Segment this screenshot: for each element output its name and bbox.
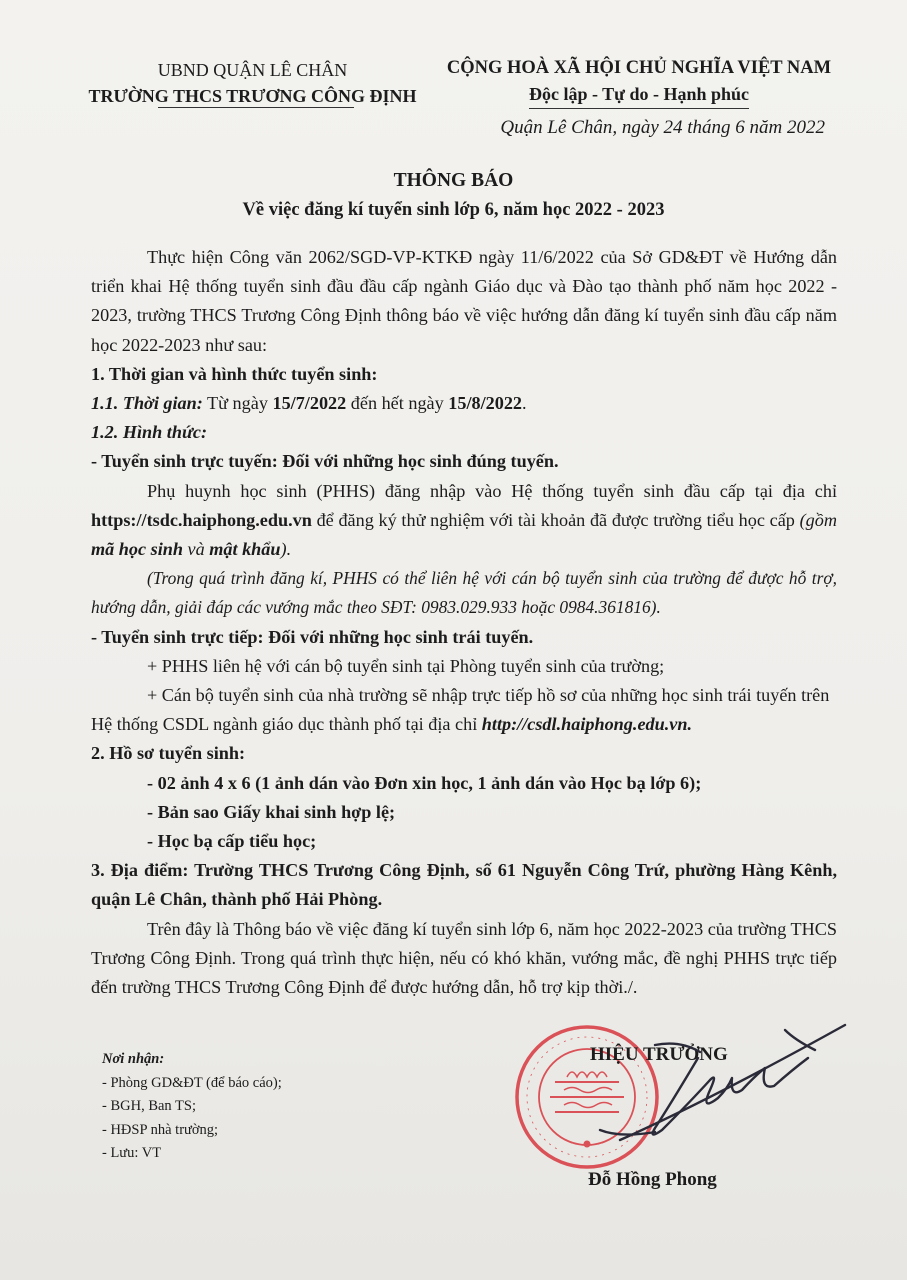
end-date: 15/8/2022 [448, 393, 523, 414]
password-text: mật khẩu [209, 539, 281, 560]
direct-heading: - Tuyển sinh trực tiếp: Đối với những học sinh trái tuyến. [91, 626, 534, 647]
recipient-item: - HĐSP nhà trường; [102, 1121, 219, 1138]
section-1-1 [91, 389, 837, 418]
section-2-heading: 2. Hồ sơ tuyển sinh: [91, 743, 246, 764]
section-1-2-label: 1.2. Hình thức: [91, 422, 207, 443]
document-body [91, 243, 837, 1002]
handwritten-signature-icon [560, 1020, 850, 1170]
recipient-item: - Phòng GD&ĐT (để báo cáo); [102, 1074, 282, 1091]
national-header [430, 55, 848, 109]
document-subtitle: Về việc đăng kí tuyển sinh lớp 6, năm học 2022 - 2023 [242, 200, 665, 220]
issuer-header [80, 58, 425, 109]
signer-title: HIỆU TRƯỞNG [590, 1044, 728, 1065]
section-1-1-label: 1.1. Thời gian: [91, 393, 203, 414]
student-code-text: mã học sinh [91, 539, 183, 560]
online-text-1: Phụ huynh học sinh (PHHS) đăng nhập vào Hệ thống tuyển sinh đầu cấp tại địa chỉ [147, 480, 837, 501]
online-note: (Trong quá trình đăng kí, PHHS có thể liên hệ với cán bộ tuyển sinh của trường để được hỗ trợ, hướng dẫn, giải đáp các vướng mắc theo SĐT: 0983.029.933 hoặc 0984.361816). [91, 568, 837, 618]
recipients-block [102, 1048, 282, 1166]
start-date: 15/7/2022 [272, 393, 347, 414]
direct-bullet-1: + PHHS liên hệ với cán bộ tuyển sinh tại Phòng tuyển sinh của trường; [147, 655, 665, 676]
dossier-item: - Bản sao Giấy khai sinh hợp lệ; [147, 801, 396, 822]
section-1-heading: 1. Thời gian và hình thức tuyển sinh: [91, 363, 378, 384]
issue-date: Quận Lê Chân, ngày 24 tháng 6 năm 2022 [500, 117, 825, 138]
section-3-location: 3. Địa điểm: Trường THCS Trương Công Định, số 61 Nguyễn Công Trứ, phường Hàng Kênh, quận Lê Chân, thành phố Hải Phòng. [91, 860, 837, 910]
online-text-2: để đăng ký thử nghiệm với tài khoản đã được trường tiểu học cấp [311, 509, 800, 530]
issuer-school: TRƯỜNG THCS TRƯƠNG CÔNG ĐỊNH [88, 86, 417, 106]
online-heading: - Tuyển sinh trực tuyến: Đối với những học sinh đúng tuyến. [91, 451, 559, 472]
online-text-4: và [182, 539, 210, 560]
issuer-authority: UBND QUẬN LÊ CHÂN [157, 60, 348, 80]
online-text-3: (gồm [799, 509, 837, 530]
national-motto: Độc lập - Tự do - Hạnh phúc [529, 81, 749, 109]
intro-paragraph: Thực hiện Công văn 2062/SGD-VP-KTKĐ ngày 11/6/2022 của Sở GD&ĐT về Hướng dẫn triển khai Hệ thống tuyển sinh đầu đầu cấp ngành Giáo dục và Đào tạo thành phố năm học 2022 - 2023, trường THCS Trương Công Định thông báo về việc hướng dẫn đăng kí tuyển sinh đầu cấp năm học 2022-2023 như sau: [91, 247, 837, 355]
section-1-1-end: . [522, 393, 527, 414]
dossier-item: - Học bạ cấp tiểu học; [147, 831, 317, 852]
dossier-item: - 02 ảnh 4 x 6 (1 ảnh dán vào Đơn xin học, 1 ảnh dán vào Học bạ lớp 6); [147, 772, 702, 793]
issuer-underline [158, 107, 354, 108]
online-text-5: ). [280, 539, 292, 560]
section-1-1-text: Từ ngày [202, 393, 273, 414]
online-paragraph [91, 477, 837, 565]
direct-bullet-2 [91, 681, 837, 739]
recipient-item: - Lưu: VT [102, 1145, 162, 1161]
national-title: CỘNG HOÀ XÃ HỘI CHỦ NGHĨA VIỆT NAM [446, 58, 832, 78]
direct-bullet-2-text: + Cán bộ tuyển sinh của nhà trường sẽ nhập trực tiếp hồ sơ của những học sinh trái tuyến trên Hệ thống CSDL ngành giáo dục thành phố tại địa chỉ [91, 685, 830, 735]
online-url-link[interactable]: https://tsdc.haiphong.edu.vn [91, 509, 312, 530]
document-title: THÔNG BÁO [393, 170, 514, 191]
recipient-item: - BGH, Ban TS; [102, 1098, 196, 1114]
section-1-1-text-2: đến hết ngày [346, 393, 449, 414]
recipients-heading: Nơi nhận: [102, 1051, 165, 1067]
csdl-url-link[interactable]: http://csdl.haiphong.edu.vn. [481, 714, 693, 735]
closing-paragraph: Trên đây là Thông báo về việc đăng kí tuyển sinh lớp 6, năm học 2022-2023 của trường THCS Trương Công Định. Trong quá trình thực hiện, nếu có khó khăn, vướng mắc, đề nghị PHHS trực tiếp đến trường THCS Trương Công Định để được hướng dẫn, hỗ trợ kịp thời./. [91, 918, 837, 998]
signer-name: Đỗ Hồng Phong [588, 1169, 717, 1190]
